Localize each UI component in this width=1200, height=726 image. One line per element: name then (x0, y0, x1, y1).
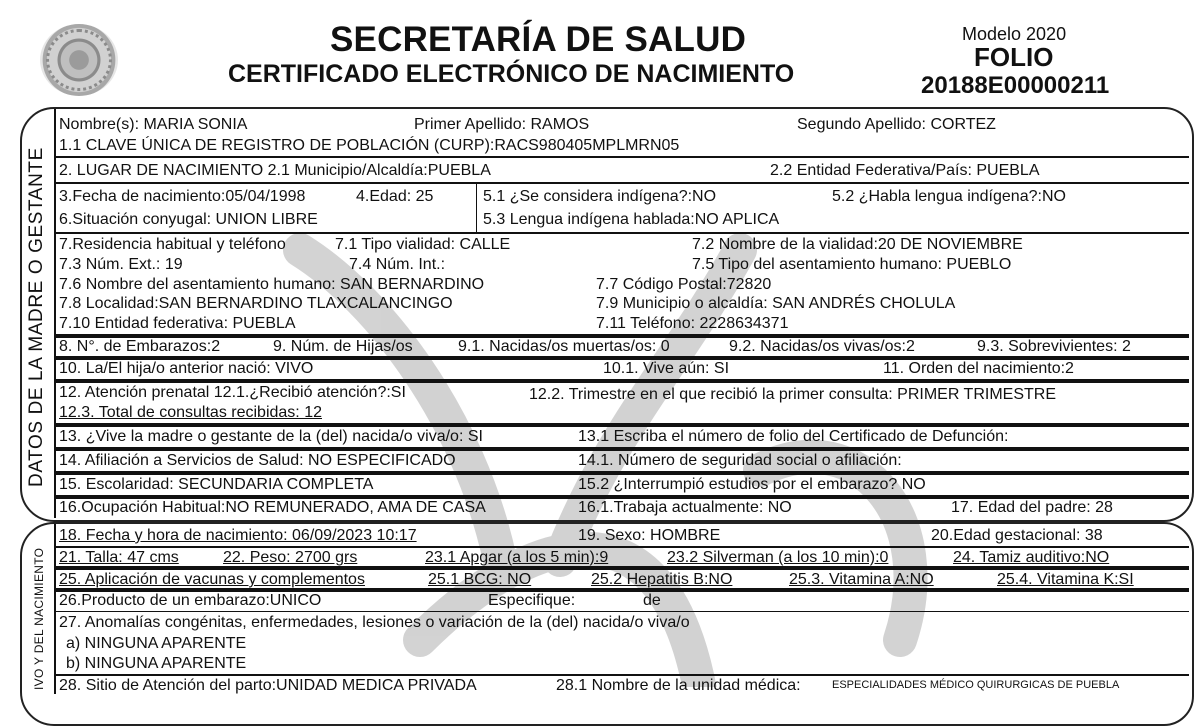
social-security-number: 14.1. Número de seguridad social o afiliación: (578, 452, 902, 469)
row-divider (56, 546, 1189, 548)
exterior-number: 7.3 Núm. Ext.: 19 (59, 256, 183, 273)
interior-number: 7.4 Núm. Int.: (349, 256, 446, 273)
children-count: 9. Núm. de Hijas/os (273, 338, 413, 355)
phone-number: 7.11 Teléfono: 2228634371 (596, 315, 789, 332)
occupation: 16.Ocupación Habitual:NO REMUNERADO, AMA DE CASA (59, 499, 486, 516)
birth-order: 11. Orden del nacimiento:2 (883, 360, 1074, 377)
currently-working: 16.1.Trabaja actualmente: NO (578, 499, 792, 516)
row-divider (56, 471, 1189, 475)
newborn-length: 21. Talla: 47 cms (59, 549, 179, 566)
previous-child-alive: 10.1. Vive aún: SI (603, 360, 730, 377)
hepatitis-b-vaccine: 25.2 Hepatitis B:NO (591, 571, 733, 588)
prenatal-care: 12. Atención prenatal 12.1.¿Recibió atención?:SI (59, 384, 406, 401)
agency-title: SECRETARÍA DE SALUD (330, 20, 747, 59)
congenital-anomalies-heading: 27. Anomalías congénitas, enfermedades, lesiones o variación de la (del) nacida/o viva/o (59, 614, 690, 631)
municipality: 7.9 Municipio o alcaldía: SAN ANDRÉS CHOLULA (596, 295, 956, 312)
first-consult-trimester: 12.2. Trimestre en el que recibió la primer consulta: PRIMER TRIMESTRE (529, 386, 1056, 403)
road-name: 7.2 Nombre de la vialidad:20 DE NOVIEMBRE (692, 236, 1023, 253)
specify-label: Especifique: (488, 592, 576, 609)
anomaly-a: a) NINGUNA APARENTE (66, 635, 247, 652)
mother-second-surname: Segundo Apellido: CORTEZ (797, 116, 996, 133)
residence-heading: 7.Residencia habitual y teléfono (59, 236, 286, 253)
vitamin-k: 25.4. Vitamina K:SI (997, 571, 1134, 588)
indigenous-language-spoken: 5.3 Lengua indígena hablada:NO APLICA (483, 211, 780, 228)
row-divider (56, 156, 1189, 158)
section-divider (54, 109, 56, 518)
newborn-weight: 22. Peso: 2700 grs (223, 549, 358, 566)
studies-interrupted: 15.2 ¿Interrumpió estudios por el embarazo? NO (578, 476, 926, 493)
father-age: 17. Edad del padre: 28 (951, 499, 1113, 516)
row-divider (56, 423, 1189, 427)
folio-label: FOLIO (974, 42, 1054, 72)
hearing-screening: 24. Tamiz auditivo:NO (953, 549, 1110, 566)
pregnancy-product: 26.Producto de un embarazo:UNICO (59, 592, 322, 609)
row-divider (56, 447, 1189, 451)
birthplace-municipality: 2. LUGAR DE NACIMIENTO 2.1 Municipio/Alcaldía:PUEBLA (59, 162, 491, 179)
previous-child-status: 10. La/El hija/o anterior nació: VIVO (59, 360, 314, 377)
mother-section-label: DATOS DE LA MADRE O GESTANTE (26, 147, 47, 487)
column-divider (476, 184, 477, 232)
silverman-score: 23.2 Silverman (a los 10 min):0 (667, 549, 889, 566)
model-year: Modelo 2020 (962, 24, 1067, 44)
settlement-name: 7.6 Nombre del asentamiento humano: SAN BERNARDINO (59, 276, 485, 293)
section-divider (54, 524, 56, 694)
liveborn-count: 9.2. Nacidas/os vivas/os:2 (729, 338, 915, 355)
row-divider (56, 182, 1189, 184)
total-consultations: 12.3. Total de consultas recibidas: 12 (59, 404, 322, 421)
mother-curp: 1.1 CLAVE ÚNICA DE REGISTRO DE POBLACIÓN (CURP):RACS980405MPLMRN05 (59, 137, 680, 154)
anomaly-b: b) NINGUNA APARENTE (66, 655, 247, 672)
mother-alive: 13. ¿Vive la madre o gestante de la (del) nacida/o viva/o: SI (59, 428, 483, 445)
education-level: 15. Escolaridad: SECUNDARIA COMPLETA (59, 476, 374, 493)
mother-first-name: Nombre(s): MARIA SONIA (59, 116, 248, 133)
mother-first-surname: Primer Apellido: RAMOS (414, 116, 590, 133)
medical-unit-name-label: 28.1 Nombre de la unidad médica: (556, 677, 801, 694)
medical-unit-name: ESPECIALIDADES MÉDICO QUIRURGICAS DE PUEBLA (832, 679, 1120, 691)
bcg-vaccine: 25.1 BCG: NO (428, 571, 532, 588)
birth-datetime: 18. Fecha y hora de nacimiento: 06/09/2023 10:17 (59, 527, 417, 544)
pregnancies-count: 8. N°. de Embarazos:2 (59, 338, 221, 355)
road-type: 7.1 Tipo vialidad: CALLE (335, 236, 511, 253)
vaccines-heading: 25. Aplicación de vacunas y complementos (59, 571, 365, 588)
row-divider (56, 566, 1189, 570)
newborn-section-label: IVO Y DEL NACIMIENTO (32, 547, 46, 690)
apgar-score: 23.1 Apgar (a los 5 min):9 (425, 549, 609, 566)
federal-entity: 7.10 Entidad federativa: PUEBLA (59, 315, 296, 332)
settlement-type: 7.5 Tipo del asentamiento humano: PUEBLO (692, 256, 1012, 273)
newborn-sex: 19. Sexo: HOMBRE (578, 527, 721, 544)
stillborn-count: 9.1. Nacidas/os muertas/os: 0 (458, 338, 670, 355)
locality: 7.8 Localidad:SAN BERNARDINO TLAXCALANCINGO (59, 295, 453, 312)
delivery-site: 28. Sitio de Atención del parto:UNIDAD MEDICA PRIVADA (59, 677, 477, 694)
row-divider (56, 611, 1189, 612)
specify-of-label: de (643, 592, 661, 609)
folio-number: 20188E00000211 (921, 72, 1110, 99)
row-divider (56, 232, 1189, 234)
survivors-count: 9.3. Sobrevivientes: 2 (977, 338, 1131, 355)
mother-birth-date: 3.Fecha de nacimiento:05/04/1998 (59, 188, 306, 205)
birthplace-state: 2.2 Entidad Federativa/País: PUEBLA (770, 162, 1040, 179)
vitamin-a: 25.3. Vitamina A:NO (789, 571, 934, 588)
death-certificate-folio: 13.1 Escriba el número de folio del Certificado de Defunción: (578, 428, 1009, 445)
marital-status: 6.Situación conyugal: UNION LIBRE (59, 211, 318, 228)
indigenous-self-identification: 5.1 ¿Se considera indígena?:NO (483, 188, 717, 205)
gestational-age: 20.Edad gestacional: 38 (931, 527, 1103, 544)
row-divider (56, 379, 1189, 383)
mexico-coat-of-arms-seal (40, 24, 118, 96)
speaks-indigenous-language: 5.2 ¿Habla lengua indígena?:NO (832, 188, 1066, 205)
mother-age: 4.Edad: 25 (356, 188, 434, 205)
health-service-affiliation: 14. Afiliación a Servicios de Salud: NO ESPECIFICADO (59, 452, 456, 469)
document-title: CERTIFICADO ELECTRÓNICO DE NACIMIENTO (228, 60, 795, 88)
postal-code: 7.7 Código Postal:72820 (596, 276, 772, 293)
